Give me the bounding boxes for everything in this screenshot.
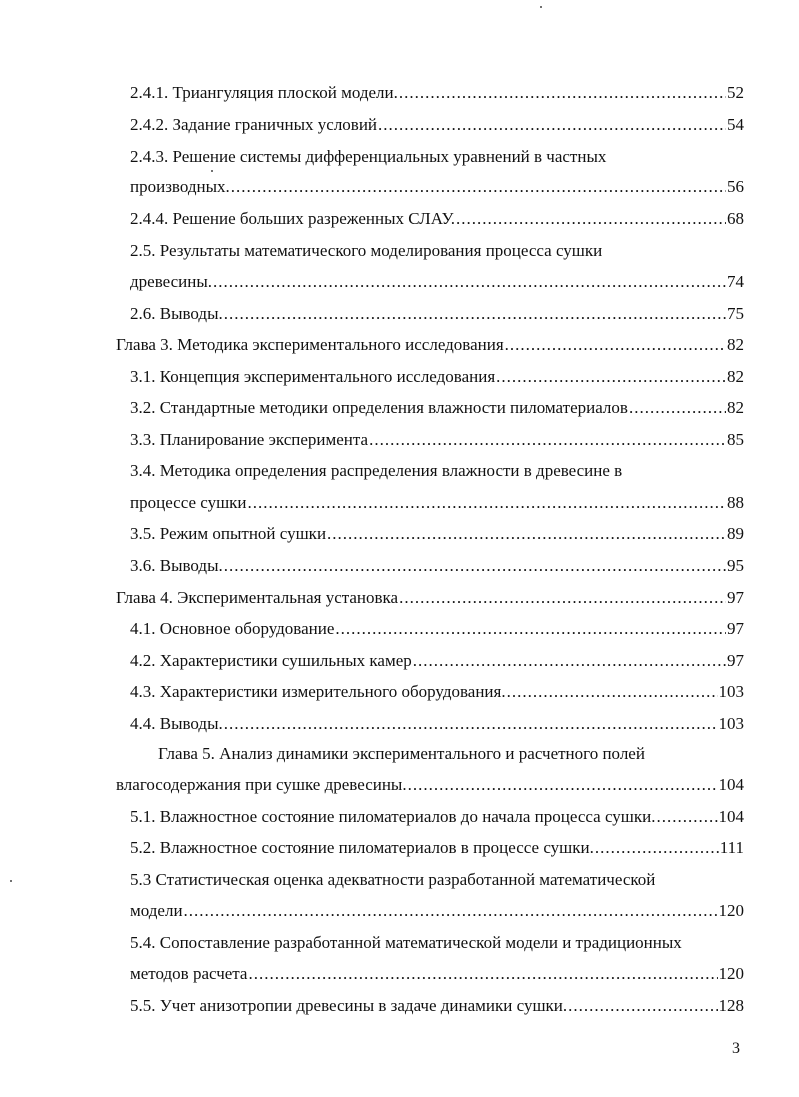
toc-entry (130, 272, 744, 292)
toc-entry-title: 5.4. Сопоставление разработанной математической модели и традиционных (130, 933, 682, 952)
toc-chapter-entry (116, 775, 744, 795)
toc-leader-dots (369, 430, 726, 450)
toc-entry-title: 2.5. Результаты математического моделирования процесса сушки (130, 241, 603, 260)
toc-entry-continuation: древесины. (130, 272, 213, 291)
toc-leader-dots (413, 651, 726, 671)
toc-leader-dots (184, 901, 718, 921)
toc-entry (130, 367, 744, 387)
toc-entry-title: 4.2. Характеристики сушильных камер (130, 651, 412, 670)
toc-entry-title: 3.2. Стандартные методики определения влажности пиломатериалов (130, 398, 628, 417)
toc-entry (130, 964, 744, 984)
toc-leader-dots (496, 367, 726, 387)
toc-leader-dots (231, 177, 726, 197)
toc-entry-page: 104 (718, 775, 744, 794)
toc-leader-dots (335, 619, 726, 639)
toc-entry-continuation: производных. (130, 177, 230, 196)
toc-entry-title: 4.4. Выводы. (130, 714, 223, 733)
toc-entry-title: 5.5. Учет анизотропии древесины в задаче динамики сушки. (130, 996, 568, 1015)
toc-entry-page: 97 (727, 651, 744, 670)
toc-entry-title: 5.2. Влажностное состояние пиломатериалов в процессе сушки. (130, 838, 594, 857)
toc-entry-title: 5.1. Влажностное состояние пиломатериалов до начала процесса сушки. (130, 807, 656, 826)
toc-chapter-entry (116, 335, 744, 355)
toc-entry (130, 996, 744, 1016)
toc-entry-page: 52 (727, 83, 744, 102)
toc-entry-page: 111 (719, 838, 744, 857)
toc-entry-title: 2.4.3. Решение системы дифференциальных уравнений в частных (130, 147, 607, 166)
toc-entry (130, 115, 744, 135)
toc-entry-title: 5.3 Статистическая оценка адекватности разработанной математической (130, 870, 656, 889)
toc-leader-dots (456, 209, 726, 229)
scan-speck (540, 6, 542, 8)
toc-entry-page: 85 (727, 430, 744, 449)
toc-entry-continuation: методов расчета (130, 964, 248, 983)
toc-entry (130, 714, 744, 734)
toc-entry-title: 3.5. Режим опытной сушки (130, 524, 327, 543)
toc-entry-page: 97 (727, 588, 744, 607)
toc-entry-page: 56 (727, 177, 744, 196)
toc-entry-page: 103 (718, 682, 744, 701)
toc-entry-title: 3.3. Планирование эксперимента (130, 430, 369, 449)
toc-leader-dots (327, 524, 726, 544)
toc-entry (130, 807, 744, 827)
toc-entry-title: 2.4.2. Задание граничных условий (130, 115, 378, 134)
toc-entry-title: 2.4.4. Решение больших разреженных СЛАУ. (130, 209, 455, 228)
toc-leader-dots (399, 83, 726, 103)
scan-speck (10, 880, 12, 882)
toc-leader-dots (213, 272, 726, 292)
toc-entry-title: Глава 3. Методика экспериментального исследования (116, 335, 504, 354)
toc-entry-page: 82 (727, 398, 744, 417)
toc-leader-dots (656, 807, 717, 827)
toc-leader-dots (224, 556, 726, 576)
toc-entry-page: 97 (727, 619, 744, 638)
toc-entry (130, 430, 744, 450)
toc-leader-dots (629, 398, 726, 418)
toc-entry-title: 2.6. Выводы. (130, 304, 223, 323)
toc-leader-dots (568, 996, 717, 1016)
toc-chapter-entry (116, 588, 744, 608)
scan-speck (211, 170, 213, 172)
toc-entry-title: 4.3. Характеристики измерительного оборудования. (130, 682, 506, 701)
toc-leader-dots (399, 588, 726, 608)
toc-leader-dots (224, 304, 726, 324)
toc-entry-page: 68 (727, 209, 744, 228)
toc-entry (130, 651, 744, 671)
toc-leader-dots (505, 335, 726, 355)
toc-entry (130, 556, 744, 576)
toc-entry-title: 2.4.1. Триангуляция плоской модели. (130, 83, 398, 102)
toc-entry-title: Глава 4. Экспериментальная установка (116, 588, 399, 607)
toc-entry-title: 3.6. Выводы. (130, 556, 223, 575)
toc-entry-title: Глава 5. Анализ динамики экспериментального и расчетного полей (158, 744, 645, 763)
toc-entry-page: 128 (718, 996, 744, 1015)
toc-entry-page: 82 (727, 335, 744, 354)
toc-entry (130, 838, 744, 858)
toc-entry (130, 304, 744, 324)
toc-entry-page: 103 (718, 714, 744, 733)
toc-entry (130, 398, 744, 418)
toc-leader-dots (595, 838, 719, 858)
toc-entry-page: 120 (718, 901, 744, 920)
toc-leader-dots (248, 493, 726, 513)
toc-entry-page: 82 (727, 367, 744, 386)
toc-entry-continuation: процессе сушки (130, 493, 247, 512)
toc-entry-continuation: влагосодержания при сушке древесины. (116, 775, 407, 794)
toc-entry-page: 75 (727, 304, 744, 323)
toc-entry (130, 493, 744, 513)
toc-entry-page: 89 (727, 524, 744, 543)
toc-leader-dots (408, 775, 718, 795)
toc-entry-page: 54 (727, 115, 744, 134)
toc-entry-page: 88 (727, 493, 744, 512)
toc-entry-continuation: модели (130, 901, 183, 920)
toc-entry (130, 524, 744, 544)
toc-entry (130, 619, 744, 639)
toc-entry (130, 209, 744, 229)
toc-entry-page: 104 (718, 807, 744, 826)
toc-entry (130, 177, 744, 197)
toc-entry (130, 682, 744, 702)
toc-entry (130, 901, 744, 921)
toc-leader-dots (224, 714, 718, 734)
toc-leader-dots (378, 115, 726, 135)
page-number: 3 (732, 1040, 740, 1057)
toc-entry-title: 3.1. Концепция экспериментального исследования (130, 367, 496, 386)
toc-entry-title: 3.4. Методика определения распределения влажности в древесине в (130, 461, 623, 480)
toc-leader-dots (248, 964, 717, 984)
toc-entry-title: 4.1. Основное оборудование (130, 619, 335, 638)
toc-entry (130, 83, 744, 103)
toc-leader-dots (507, 682, 718, 702)
toc-entry-page: 74 (727, 272, 744, 291)
toc-entry-page: 120 (718, 964, 744, 983)
toc-entry-page: 95 (727, 556, 744, 575)
